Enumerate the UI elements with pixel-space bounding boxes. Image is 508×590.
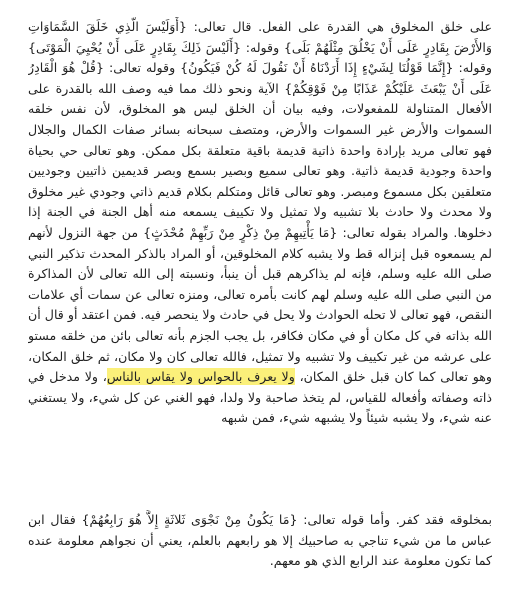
paragraph-2: بمخلوقه فقد كفر. وأما قوله تعالى: {مَا يَكُونُ مِنْ نَجْوَى ثَلاثَةٍ إِلاَّ هُوَ رَابِعُهُمْ} فقال ابن عباس ما من شيء تناجي به صاحبيك إلا هو رابعهم بالعلم، يعني أن نجواهم معلومة عنده كما تكون معلومة عند الرابع الذي هو معهم. bbox=[28, 512, 492, 569]
paragraph-1-text-before-highlight: على خلق المخلوق هي القدرة على الفعل. قال تعالى: {أَوَلَيْسَ الَّذِي خَلَقَ السَّمَاوَاتِ وَالأَرْضَ بِقَادِرٍ عَلَى أَنْ يَخْلُقَ مِثْلَهُمْ بَلَى} وقوله: {أَلَيْسَ ذَلِكَ بِقَادِرٍ عَلَى أَنْ يُحْيِيَ الْمَوْتَى} وقوله: {إِنَّمَا قَوْلُنَا لِشَيْءٍ إِذَا أَرَدْنَاهُ أَنْ نَقُولَ لَهُ كُنْ فَيَكُونُ} وقوله تعالى: {قُلْ هُوَ الْقَادِرُ عَلَى أَنْ يَبْعَثَ عَلَيْكُمْ عَذَابًا مِنْ فَوْقِكُمْ} الآية ونحو ذلك مما فيه وصف الله بالقدرة على الأفعال المتناولة للمفعولات، وفيه بيان أن الخلق ليس هو المخلوق، لأن نفس خلقه السموات والأرض غير السموات والأرض، ومتصف سبحانه بسائر صفات الكمال والجلال فهو تعالى مريد بإرادة واحدة ذاتية قديمة باقية متعلقة بكل ممكن. وهو تعالى حي بحياة واحدة وجودية قديمة ذاتية. وهو تعالى سميع وبصير بسمع وبصر قديمين ذاتيين وجوديين متعلقين بكل مسموع ومبصر. وهو تعالى قائل ومتكلم بكلام قديم ذاتي وجودي غير مخلوق ولا محدث ولا حادث بلا تشبيه ولا تمثيل ولا تكييف يسمعه منه أهل الجنة في الجنة إذا دخلوها. والمراد بقوله تعالى: {مَا يَأْتِيهِمْ مِنْ ذِكْرٍ مِنْ رَبِّهِمْ مُحْدَثٍ} من جهة النزول لأنهم لم يسمعوه قبل إنزاله قط ولا يشبه كلام المخلوقين، أو المراد بالذكر المحدث تذكير النبي صلى الله عليه وسلم، فإنه لم يذاكرهم قبل أن ينبأ، ونسبته إلى الله تعالى لأن المذاكرة من النبي صلى الله عليه وسلم لهم كانت بأمره تعالى، ومنزه تعالى عن سمات أي علامات النقص، فهو تعالى لا تحله الحوادث ولا يحل في حادث ولا ينحصر فيه. فمن اعتقد أو قال أن الله بذاته في كل مكان أو في مكان فكافر، بل يجب الجزم بأنه تعالى بائن من خلقه مستو على عرشه من غير تكييف ولا تشبيه ولا تمثيل، فالله تعالى كان ولا مكان، ثم خلق المكان، وهو تعالى كما كان قبل خلق المكان، bbox=[28, 19, 492, 385]
paragraph-1 bbox=[28, 17, 492, 487]
highlighted-phrase[interactable]: ولا يعرف بالحواس ولا يقاس بالناس bbox=[106, 369, 295, 385]
paragraph-1-text-after-highlight: ، ولا مدخل في ذاته وصفاته وأفعاله للقياس، لم يتخذ صاحبة ولا ولدا، فهو الغني عن كل شيء، ولا يستغني عنه شيء، ولا يشبه شيئاً ولا يشبهه شيء، فمن شبهه bbox=[28, 369, 492, 426]
